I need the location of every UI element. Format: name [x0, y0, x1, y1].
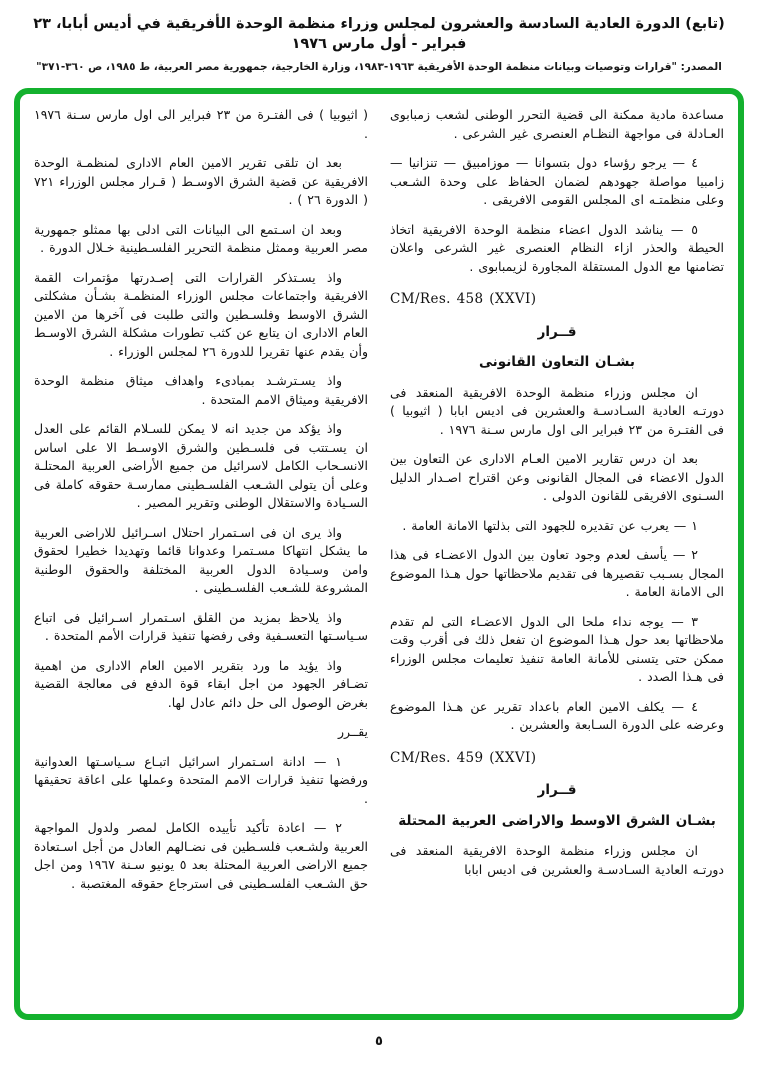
paragraph: واذ يؤيد ما ورد بتقرير الامين العام الادارى من اهمية تضـافر الجهود من اجل ابقاء قوة الدفع فى معالجة القضية بغرض الوصول الى حل دائم عادل لها.	[34, 657, 368, 710]
content-border-box	[14, 88, 744, 1020]
numbered-clause: ١ — ادانة اسـتمرار اسرائيل اتبـاع سـياسـتها العدوانية ورفضها تنفيذ قرارات الامم المتحدة وعملها على اعاقة تحقيقها .	[34, 753, 368, 806]
resolution-heading: قــرار	[537, 782, 577, 798]
paragraph: واذ يؤكد من جديد انه لا يمكن للسـلام القائم على العدل ان يسـتتب فى فلسـطين والشرق الاوسـط الا على اساس الانسـحاب الكامل لاسرائيل من جميع الأراضى العربية المحتلـة وعلى أن يتولى الشـعب الفلسـطينى ممارسـة حقوقه كاملة فى السـيادة والاستقلال الوطنى وتقرير المصير .	[34, 421, 368, 510]
numbered-clause: ٥ — يناشد الدول اعضاء منظمة الوحدة الافريقية اتخاذ الحيطة والحذر ازاء النظام العنصرى غير الشرعى واعلان تضامنها مع الدول المستقلة المجاورة لزيمبابوى .	[390, 221, 724, 274]
two-column-layout	[20, 94, 738, 1014]
decides-word: يقــرر	[337, 724, 368, 739]
resolution-subject-legal-cooperation: بشـان التعاون القانونى	[479, 354, 635, 370]
paragraph: واذ يسـترشـد بمبادىء واهداف ميثاق منظمة الوحدة الافريقية وميثاق الامم المتحدة .	[34, 373, 368, 407]
numbered-clause: ١ — يعرب عن تقديره للجهود التى بذلتها الامانة العامة .	[402, 517, 698, 533]
numbered-clause: ٢ — اعادة تأكيد تأييده الكامل لمصر ولدول المواجهة العربية ولشـعب فلسـطين فى نضـالهم العادل من أجل اسـتعادة جميع الاراضى العربية المحتلة بعد ٥ يونيو سـنة ١٩٦٧ ومن اجل حق الشـعب الفلسـطينى فى استرجاع حقوقه المغتصبة .	[34, 820, 368, 891]
paragraph: ان مجلس وزراء منظمة الوحدة الافريقية المنعقد فى دورتـه العادية السـادسـة والعشرين فى اديس ابابا	[390, 843, 724, 877]
source-citation: المصدر: "قرارات وتوصيات وبيانات منظمة الوحدة الأفريقية ١٩٦٣-١٩٨٣، وزارة الخارجية، جمهورية مصر العربية، ط ١٩٨٥، ص ٣٦٠-٣٧١"	[36, 61, 722, 73]
resolution-number-458: CM/Res. 458 (XXVI)	[390, 291, 537, 307]
session-title: (تابع) الدورة العادية السادسة والعشرون لمجلس وزراء منظمة الوحدة الأفريقية في أديس أبابا، ٢٣ فبراير - أول مارس ١٩٧٦	[33, 16, 725, 52]
paragraph: بعد ان تلقى تقرير الامين العام الادارى لمنظمـة الوحدة الافريقية عن قضية الشرق الاوسـط ( قـرار مجلس الوزراء ٧٢١ ( الدورة ٢٦ ) .	[34, 155, 368, 207]
numbered-clause: ٤ — يرجو رؤساء دول بتسوانا — موزامبيق — تنزانيا — زامبيا مواصلة جهودهم لضمان الحفاظ على وحدة الشـعب وعلى منظمتـه اى المجلس القومى الافريقى .	[390, 155, 724, 207]
paragraph: واذ يسـتذكر القرارات التى إصـدرتها مؤتمرات القمة الافريقية واجتماعات مجلس الوزراء المنظمـة بشـأن مشكلتى الشرق الاوسط وفلسـطين والتى طلبت فى آخرها من الامين العام الادارى ان يتابع عن كثب تطورات مشكلة الشرق الاوسـط وأن يقدم عنها تقريرا للدورة ٢٦ لمجلس الوزراء .	[34, 269, 368, 359]
paragraph: ( اثيوبيا ) فى الفتـرة من ٢٣ فبراير الى اول مارس سـنة ١٩٧٦ .	[34, 107, 368, 141]
left-column	[34, 106, 368, 1004]
numbered-clause: ٤ — يكلف الامين العام باعداد تقرير عن هـذا الموضوع وعرضه على الدورة السـابعة والعشرين .	[390, 698, 724, 732]
numbered-clause: ٢ — يأسف لعدم وجود تعاون بين الدول الاعضـاء فى هذا المجال بسـبب تقصيرها فى تقديم ملاحظاتها حول هـذا الموضوع الى الامانة العامة .	[390, 547, 724, 599]
resolution-number-459: CM/Res. 459 (XXVI)	[390, 749, 537, 766]
paragraph: واذ يرى ان فى اسـتمرار احتلال اسـرائيل للاراضى العربية ما يشكل انتهاكا مسـتمرا وعدوانا قائما وتهديدا خطيرا لحقوق وامن وسـيادة الدول العربية المختلفة والحقوق الوطنية المشروعة للشـعب الفلسـطينى .	[34, 524, 368, 595]
paragraph: وبعد ان اسـتمع الى البيانات التى ادلى بها ممثلو جمهورية مصر العربية وممثل منظمة التحرير الفلسـطينية خـلال الدورة .	[34, 221, 368, 255]
paragraph: واذ يلاحظ بمزيد من القلق اسـتمرار اسـرائيل فى اتباع سـياسـتها التعسـفية وفى رفضها تنفيذ قرارات الأمم المتحدة .	[34, 609, 368, 643]
resolution-subject-middle-east: بشـان الشرق الاوسط والاراضى العربية المحتلة	[398, 812, 716, 829]
right-column	[390, 106, 724, 1004]
page-number: ٥	[375, 1034, 383, 1049]
numbered-clause: ٣ — يوجه نداء ملحا الى الدول الاعضـاء التى لم تقدم ملاحظاتها بعد حول هـذا الموضوع ان تفعل ذلك فى أقرب وقت ممكن حتى يتسنى للأمانة العامة تنفيذ تعليمات مجلس الوزراء فى هـذا الصدد .	[390, 613, 724, 684]
paragraph: ان مجلس وزراء منظمة الوحدة الافريقية المنعقد فى دورتـه العادية السـادسـة والعشرين فى اديس ابابا ( اثيوبيا ) فى الفتـرة من ٢٣ فبراير الى اول مارس سـنة ١٩٧٦ .	[390, 384, 724, 437]
paragraph: مساعدة مادية ممكنة الى قضية التحرر الوطنى لشعب زمبابوى العـادلة فى مواجهة النظـام العنصرى غير الشرعى .	[390, 107, 724, 141]
resolution-heading: قــرار	[537, 323, 577, 340]
page-header	[0, 14, 758, 74]
paragraph: بعد ان درس تقارير الامين العـام الادارى عن التعاون بين الدول الاعضاء فى المجال القانونى وعن اقتراح اصـدار الدليل السـنوى الافريقى للقانون الدولى .	[390, 451, 724, 503]
